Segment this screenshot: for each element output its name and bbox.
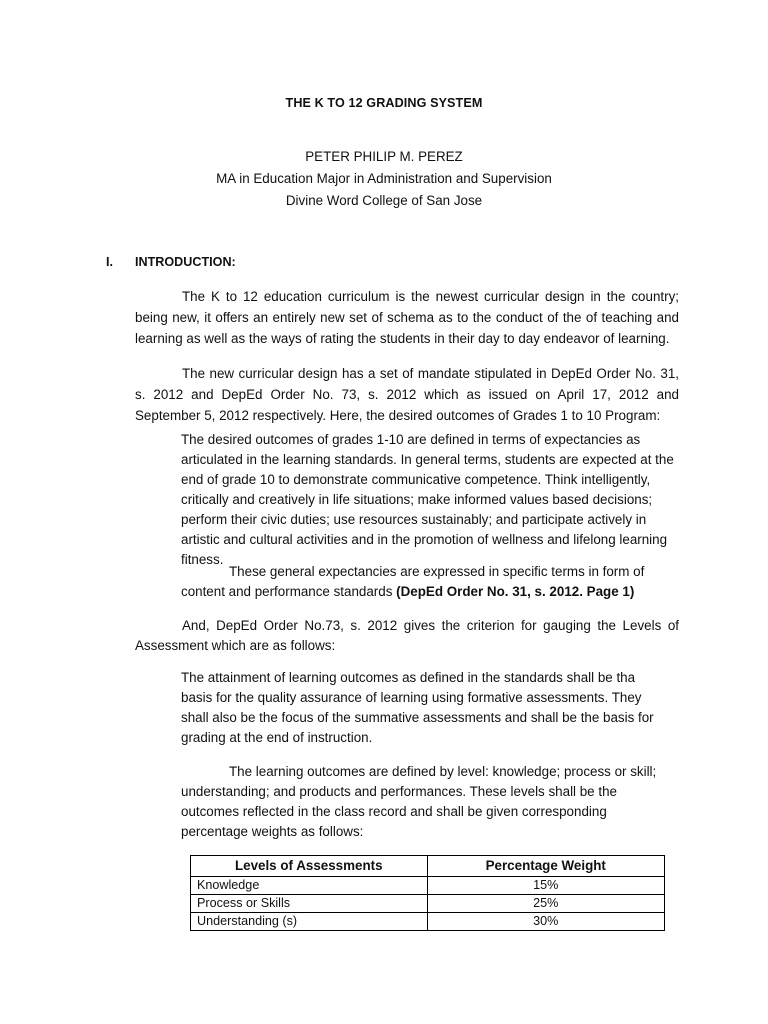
level-cell: Process or Skills: [191, 895, 428, 913]
expectancies-paragraph: [181, 562, 661, 602]
assessment-weights-table: [190, 855, 665, 931]
intro-paragraph-1: The K to 12 education curriculum is the newest curricular design in the country; being new, it offers an entirely new set of schema as to the conduct of the of teaching and learning as well as the ways of rating the students in their day to day endeavor of learning.: [135, 289, 679, 346]
table-row: [191, 895, 665, 913]
document-title: THE K TO 12 GRADING SYSTEM: [285, 96, 483, 110]
level-cell: Knowledge: [191, 877, 428, 895]
weight-cell: 30%: [427, 913, 664, 931]
table-row: [191, 877, 665, 895]
citation: (DepEd Order No. 31, s. 2012. Page 1): [396, 584, 635, 599]
author-degree: MA in Education Major in Administration and Supervision: [216, 171, 552, 186]
header-levels: Levels of Assessments: [191, 856, 428, 877]
quoted-outcomes-block: The desired outcomes of grades 1-10 are defined in terms of expectancies as articulated in the learning standards. In general terms, students are expected at the end of grade 10 to demonstrate communicative competence. Think intelligently, critically and creatively in life situations; make informed values based decisions; perform their civic duties; use resources sustainably; and participate actively in artistic and cultural activities and in the promotion of wellness and lifelong learning fitness.: [181, 432, 674, 567]
section-number: I.: [106, 255, 113, 269]
section-heading: INTRODUCTION:: [135, 255, 236, 269]
author-block: [0, 146, 768, 212]
weight-cell: 15%: [427, 877, 664, 895]
level-cell: Understanding (s): [191, 913, 428, 931]
header-weight: Percentage Weight: [427, 856, 664, 877]
quoted-assessment-block: The attainment of learning outcomes as defined in the standards shall be tha basis for the quality assurance of learning using formative assessments. They shall also be the focus of the summative assessments and shall be the basis for grading at the end of instruction.: [181, 670, 654, 745]
table-row: [191, 913, 665, 931]
table-header-row: [191, 856, 665, 877]
criterion-paragraph: And, DepEd Order No.73, s. 2012 gives the criterion for gauging the Levels of Assessment which are as follows:: [135, 618, 679, 653]
weight-cell: 25%: [427, 895, 664, 913]
intro-paragraph-2: The new curricular design has a set of mandate stipulated in DepEd Order No. 31, s. 2012 and DepEd Order No. 73, s. 2012 which as issued on April 17, 2012 and September 5, 2012 respectively. Here, the desired outcomes of Grades 1 to 10 Program:: [135, 366, 679, 423]
author-school: Divine Word College of San Jose: [285, 193, 483, 208]
author-name: PETER PHILIP M. PEREZ: [305, 149, 463, 164]
learning-outcomes-paragraph: The learning outcomes are defined by level: knowledge; process or skill; understanding; and products and performances. These levels shall be the outcomes reflected in the class record and shall be given corresponding percentage weights as follows:: [181, 764, 657, 839]
expectancies-text: These general expectancies are expressed in specific terms in form of content and performance standards: [181, 564, 645, 599]
